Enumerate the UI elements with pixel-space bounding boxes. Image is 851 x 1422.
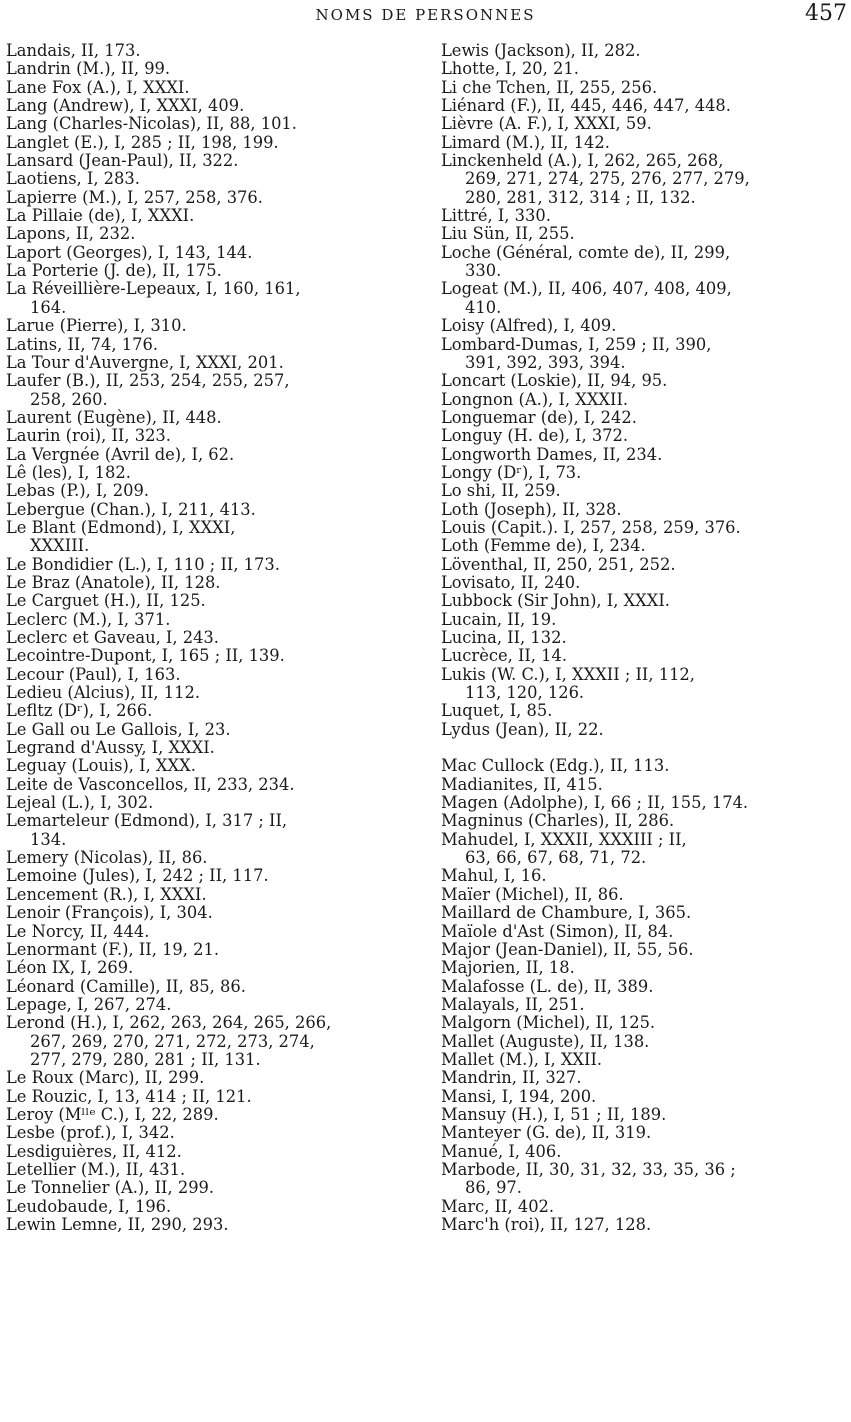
index-entry: Lang (Andrew), I, XXXI, 409. <box>6 97 245 116</box>
index-entry: 410. <box>465 298 502 317</box>
index-entry: Malafosse (L. de), II, 389. <box>441 977 654 996</box>
index-entry: Leite de Vasconcellos, II, 233, 234. <box>6 775 295 794</box>
index-entry: Lebergue (Chan.), I, 211, 413. <box>6 500 256 519</box>
index-entry: Longworth Dames, II, 234. <box>441 445 663 464</box>
index-entry: Lejeal (L.), I, 302. <box>6 794 154 813</box>
index-entry: Loche (Général, comte de), II, 299, <box>441 243 731 262</box>
index-entry: Le Rouzic, I, 13, 414 ; II, 121. <box>6 1087 252 1106</box>
index-entry: Li che Tchen, II, 255, 256. <box>441 78 658 97</box>
index-entry: Maillard de Chambure, I, 365. <box>441 904 692 923</box>
page-number: 457 <box>805 1 847 26</box>
index-entry: Luquet, I, 85. <box>441 702 553 721</box>
index-entry: Le Braz (Anatole), II, 128. <box>6 573 221 592</box>
index-entry: 277, 279, 280, 281 ; II, 131. <box>30 1050 261 1069</box>
index-entry: Laufer (B.), II, 253, 254, 255, 257, <box>6 372 290 391</box>
index-entry: Lane Fox (A.), I, XXXI. <box>6 78 190 97</box>
index-entry: Major (Jean-Daniel), II, 55, 56. <box>441 940 694 959</box>
index-entry: Lecointre-Dupont, I, 165 ; II, 139. <box>6 647 285 666</box>
index-entry: Mallet (M.), I, XXII. <box>441 1050 603 1069</box>
index-entry: Laurin (roi), II, 323. <box>6 427 171 446</box>
index-entry: Loisy (Alfred), I, 409. <box>441 317 617 336</box>
index-entry: Mac Cullock (Edg.), II, 113. <box>441 757 670 776</box>
index-entry: Landais, II, 173. <box>6 42 141 60</box>
index-entry: Lemoine (Jules), I, 242 ; II, 117. <box>6 867 269 886</box>
index-entry: Lapierre (M.), I, 257, 258, 376. <box>6 188 263 207</box>
index-entry: Lansard (Jean-Paul), II, 322. <box>6 152 239 171</box>
index-entry: 391, 392, 393, 394. <box>465 353 626 372</box>
index-entry: Léon IX, I, 269. <box>6 959 134 978</box>
index-entry: Lepage, I, 267, 274. <box>6 995 172 1014</box>
index-entry: Le Blant (Edmond), I, XXXI, <box>6 518 236 537</box>
index-entry: 280, 281, 312, 314 ; II, 132. <box>465 188 696 207</box>
index-entry: Lefltz (Dʳ), I, 266. <box>6 702 153 721</box>
index-entry: Leguay (Louis), I, XXX. <box>6 757 196 776</box>
index-entry: Manteyer (G. de), II, 319. <box>441 1124 652 1143</box>
index-entry: Lo shi, II, 259. <box>441 482 561 501</box>
index-entry: Lebas (P.), I, 209. <box>6 482 150 501</box>
index-entry: Lesbe (prof.), I, 342. <box>6 1124 175 1143</box>
index-entry: Le Roux (Marc), II, 299. <box>6 1069 205 1088</box>
index-entry: Loncart (Loskie), II, 94, 95. <box>441 372 668 391</box>
index-entry: Lenoir (François), I, 304. <box>6 904 213 923</box>
index-entry: Lydus (Jean), II, 22. <box>441 720 604 739</box>
index-entry: Lencement (R.), I, XXXI. <box>6 885 207 904</box>
index-entry: Larue (Pierre), I, 310. <box>6 317 187 336</box>
index-entry: Laport (Georges), I, 143, 144. <box>6 243 253 262</box>
index-entry: 267, 269, 270, 271, 272, 273, 274, <box>30 1032 315 1051</box>
index-entry: Limard (M.), II, 142. <box>441 133 610 152</box>
index-entry: Lucina, II, 132. <box>441 629 567 647</box>
index-entry: Longnon (A.), I, XXXII. <box>441 390 629 409</box>
index-entry: Loth (Femme de), I, 234. <box>441 537 646 556</box>
index-entry: Linckenheld (A.), I, 262, 265, 268, <box>441 152 724 171</box>
index-entry: La Tour d'Auvergne, I, XXXI, 201. <box>6 353 284 372</box>
index-column-left <box>6 42 414 1234</box>
index-entry: Le Bondidier (L.), I, 110 ; II, 173. <box>6 555 280 574</box>
index-entry: Lemarteleur (Edmond), I, 317 ; II, <box>6 812 288 831</box>
index-entry: Landrin (M.), II, 99. <box>6 60 171 79</box>
index-entry: Letellier (M.), II, 431. <box>6 1160 186 1179</box>
page-header <box>0 0 851 34</box>
index-entry: XXXIII. <box>30 537 90 556</box>
index-entry: Lewis (Jackson), II, 282. <box>441 42 641 60</box>
index-entry: 134. <box>30 830 67 849</box>
index-entry: Ledieu (Alcius), II, 112. <box>6 684 201 703</box>
index-entry: Loth (Joseph), II, 328. <box>441 500 622 519</box>
running-title: NOMS DE PERSONNES <box>315 6 536 24</box>
index-entry: Lhotte, I, 20, 21. <box>441 60 579 79</box>
index-entry: Le Norcy, II, 444. <box>6 922 150 941</box>
index-entry: Malgorn (Michel), II, 125. <box>441 1014 656 1033</box>
index-entry: Mahul, I, 16. <box>441 867 547 886</box>
index-entry: Malayals, II, 251. <box>441 995 585 1014</box>
index-entry: Majorien, II, 18. <box>441 959 575 978</box>
index-entry: Lesdiguières, II, 412. <box>6 1142 182 1161</box>
index-entry: La Pillaie (de), I, XXXI. <box>6 207 195 226</box>
index-entry: Manué, I, 406. <box>441 1142 562 1161</box>
index-entry: Lenormant (F.), II, 19, 21. <box>6 940 220 959</box>
index-entry: La Réveillière-Lepeaux, I, 160, 161, <box>6 280 301 299</box>
index-entry: Marc'h (roi), II, 127, 128. <box>441 1216 652 1234</box>
index-entry: Lê (les), I, 182. <box>6 463 131 482</box>
index-entry: Löventhal, II, 250, 251, 252. <box>441 555 676 574</box>
index-entry: Liu Sün, II, 255. <box>441 225 575 244</box>
index-entry: Longuemar (de), I, 242. <box>441 408 637 427</box>
index-entry: Le Carguet (H.), II, 125. <box>6 592 206 611</box>
index-entry: Leroy (Mˡˡᵉ C.), I, 22, 289. <box>6 1105 219 1124</box>
index-entry: 63, 66, 67, 68, 71, 72. <box>465 849 647 868</box>
index-column-right <box>441 42 849 1234</box>
index-entry: Lièvre (A. F.), I, XXXI, 59. <box>441 115 652 134</box>
index-entry: Longuy (H. de), I, 372. <box>441 427 629 446</box>
index-entry: 86, 97. <box>465 1179 522 1198</box>
index-entry: Magen (Adolphe), I, 66 ; II, 155, 174. <box>441 794 749 813</box>
index-entry: Mansi, I, 194, 200. <box>441 1087 597 1106</box>
index-entry: Laurent (Eugène), II, 448. <box>6 408 222 427</box>
index-entry: Madianites, II, 415. <box>441 775 603 794</box>
index-entry: La Porterie (J. de), II, 175. <box>6 262 222 281</box>
index-entry: Littré, I, 330. <box>441 207 551 226</box>
index-entry: Mallet (Auguste), II, 138. <box>441 1032 650 1051</box>
index-entry: Lubbock (Sir John), I, XXXI. <box>441 592 670 611</box>
index-entry: Maïole d'Ast (Simon), II, 84. <box>441 922 674 941</box>
index-entry: Lang (Charles-Nicolas), II, 88, 101. <box>6 115 297 134</box>
index-entry: Le Tonnelier (A.), II, 299. <box>6 1179 215 1198</box>
index-entry: Léonard (Camille), II, 85, 86. <box>6 977 246 996</box>
index-entry: 330. <box>465 262 502 281</box>
index-entry: 269, 271, 274, 275, 276, 277, 279, <box>465 170 750 189</box>
index-entry: Legrand d'Aussy, I, XXXI. <box>6 739 215 758</box>
index-entry: Lapons, II, 232. <box>6 225 136 244</box>
index-entry: Lemery (Nicolas), II, 86. <box>6 849 208 868</box>
index-entry: Leclerc (M.), I, 371. <box>6 610 171 629</box>
index-entry: Mahudel, I, XXXII, XXXIII ; II, <box>441 830 687 849</box>
index-entry: Mansuy (H.), I, 51 ; II, 189. <box>441 1105 667 1124</box>
index-entry: Leclerc et Gaveau, I, 243. <box>6 629 219 647</box>
index-entry: Le Gall ou Le Gallois, I, 23. <box>6 720 231 739</box>
index-entry: Lukis (W. C.), I, XXXII ; II, 112, <box>441 665 695 684</box>
index-entry: Marbode, II, 30, 31, 32, 33, 35, 36 ; <box>441 1160 736 1179</box>
index-entry: Lucain, II, 19. <box>441 610 557 629</box>
index-entry: Logeat (M.), II, 406, 407, 408, 409, <box>441 280 732 299</box>
index-entry: La Vergnée (Avril de), I, 62. <box>6 445 235 464</box>
index-entry <box>441 739 849 757</box>
index-entry: Maïer (Michel), II, 86. <box>441 885 624 904</box>
index-entry: Lovisato, II, 240. <box>441 573 581 592</box>
index-entry: Lucrèce, II, 14. <box>441 647 568 666</box>
index-entry: 113, 120, 126. <box>465 684 585 703</box>
index-entry: Leudobaude, I, 196. <box>6 1197 172 1216</box>
index-entry: Lecour (Paul), I, 163. <box>6 665 181 684</box>
index-entry: Liénard (F.), II, 445, 446, 447, 448. <box>441 97 731 116</box>
index-entry: Magninus (Charles), II, 286. <box>441 812 675 831</box>
index-entry: Lerond (H.), I, 262, 263, 264, 265, 266, <box>6 1014 332 1033</box>
index-entry: Louis (Capit.). I, 257, 258, 259, 376. <box>441 518 741 537</box>
index-entry: Lombard-Dumas, I, 259 ; II, 390, <box>441 335 712 354</box>
index-entry: Latins, II, 74, 176. <box>6 335 158 354</box>
index-entry: 258, 260. <box>30 390 108 409</box>
index-entry: Langlet (E.), I, 285 ; II, 198, 199. <box>6 133 279 152</box>
index-entry: Mandrin, II, 327. <box>441 1069 582 1088</box>
index-entry: Laotiens, I, 283. <box>6 170 140 189</box>
index-entry: Marc, II, 402. <box>441 1197 555 1216</box>
index-entry: 164. <box>30 298 67 317</box>
index-entry: Longy (Dʳ), I, 73. <box>441 463 582 482</box>
index-entry: Lewin Lemne, II, 290, 293. <box>6 1216 229 1234</box>
